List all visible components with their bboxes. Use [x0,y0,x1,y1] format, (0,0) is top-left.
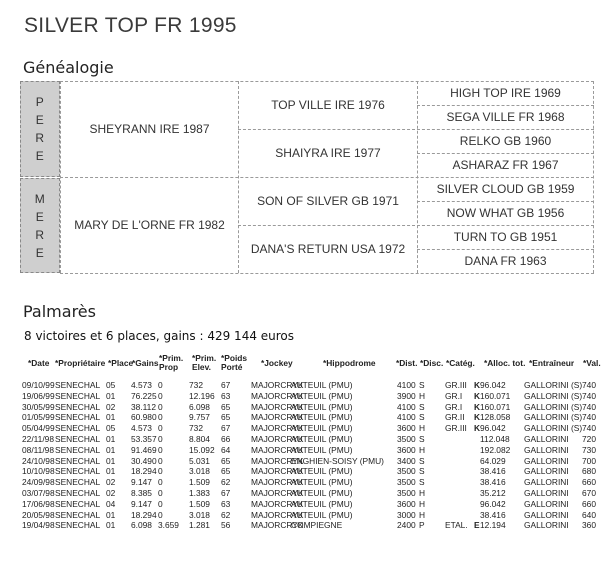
cell-trainer: GALLORINI [524,434,569,444]
cell-prim-elev: 6.098 [189,401,210,412]
cell-owner: SENECHAL [55,509,101,520]
cell-k: K [474,401,481,412]
cell-alloc: 160.071 [480,401,511,412]
cell-prim-elev: 1.509 [189,498,210,509]
cell-alloc: 96.042 [480,380,506,390]
cell-prim-prop: 0 [158,444,163,455]
table-row [18,510,614,520]
cell-prim-elev: 15.092 [189,444,215,455]
cell-date: 30/05/99 [22,401,55,412]
cell-gains: 30.490 [131,455,157,466]
cell-trainer: GALLORINI (S) [524,390,583,401]
table-row [18,499,614,509]
cell-place: 05 [106,380,116,390]
cell-place: 05 [106,423,116,434]
cell-k: K [474,390,481,401]
header-val: *Val. [583,358,601,368]
cell-prim-prop: 0 [158,390,163,401]
cell-val: 740 [582,401,596,412]
cell-owner: SENECHAL [55,412,101,423]
cell-categ: GR.II [445,412,465,423]
cell-jockey: MAJORCRYK [251,434,304,444]
cell-date: 19/04/98 [22,520,55,531]
cell-gains: 18.294 [131,509,157,520]
cell-disc: S [419,477,425,488]
cell-prim-prop: 0 [158,498,163,509]
cell-place: 01 [106,434,116,444]
cell-jockey: MAJORCRYK [251,520,304,531]
cell-jockey: MAJORCRYK [251,380,304,390]
table-row [18,520,614,530]
cell-place: 04 [106,498,116,509]
table-row [18,391,614,401]
cell-val: 740 [582,380,596,390]
cell-poids: 63 [221,390,231,401]
cell-val: 360 [582,520,596,531]
cell-hippo: AUTEUIL (PMU) [291,401,353,412]
cell-date: 24/09/98 [22,477,55,488]
cell-disc: H [419,444,426,455]
cell-prim-prop: 0 [158,466,163,477]
cell-disc: H [419,423,426,434]
pere-label [20,81,60,177]
header-alloc: *Alloc. tot. [484,358,526,368]
cell-dist: 4100 [397,380,416,390]
cell-disc: P [419,520,425,531]
cell-k: K [474,380,481,390]
cell-dist: 3500 [397,434,416,444]
header-prim-elev [192,354,216,372]
cell-dist: 3900 [397,390,416,401]
cell-hippo: AUTEUIL (PMU) [291,434,353,444]
header-prim-elev-2: Elev. [192,362,211,372]
cell-owner: SENECHAL [55,380,101,390]
header-hippodrome: *Hippodrome [323,358,376,368]
cell-categ: GR.III [445,380,467,390]
cell-owner: SENECHAL [55,444,101,455]
cell-place: 01 [106,412,116,423]
cell-gains: 4.573 [131,423,152,434]
table-row [18,445,614,455]
cell-gains: 8.385 [131,488,152,498]
cell-poids: 62 [221,477,231,488]
cell-date: 10/10/98 [22,466,55,477]
cell-trainer: GALLORINI (S) [524,412,583,423]
cell-prim-elev: 1.281 [189,520,210,531]
cell-gains: 53.357 [131,434,157,444]
cell-place: 01 [106,509,116,520]
cell-alloc: 192.082 [480,444,511,455]
cell-trainer: GALLORINI [524,444,569,455]
cell-jockey: MAJORCRYK [251,412,304,423]
cell-alloc: 160.071 [480,390,511,401]
cell-poids: 66 [221,434,231,444]
cell-date: 22/11/98 [22,434,54,444]
cell-jockey: MAJORCRYK [251,455,304,466]
header-categ: *Catég. [446,358,475,368]
cell-jockey: MAJORCRYK [251,466,304,477]
cell-alloc: 38.416 [480,509,506,520]
cell-owner: SENECHAL [55,455,101,466]
cell-place: 01 [106,466,116,477]
cell-gains: 38.112 [131,401,156,412]
cell-prim-elev: 1.509 [189,477,210,488]
sire-cell: SHEYRANN IRE 1987 [89,122,210,136]
cell-trainer: GALLORINI [524,455,569,466]
cell-disc: S [419,434,425,444]
table-row [18,423,614,433]
genealogy-heading: Généalogie [23,58,114,77]
cell-place: 02 [106,401,116,412]
cell-date: 05/04/99 [22,423,55,434]
cell-disc: H [419,509,426,520]
cell-val: 640 [582,509,596,520]
cell-val: 730 [582,444,596,455]
cell-date: 24/10/98 [22,455,55,466]
cell-prim-prop: 0 [158,401,163,412]
header-owner: *Propriétaire [55,358,106,368]
cell-gains: 76.225 [131,390,157,401]
cell-gains: 6.098 [131,520,152,531]
cell-owner: SENECHAL [55,498,101,509]
cell-trainer: GALLORINI (S) [524,423,583,434]
cell-k: E [474,520,480,531]
cell-jockey: MAJORCRYK [251,390,304,401]
cell-hippo: AUTEUIL (PMU) [291,390,353,401]
cell-owner: SENECHAL [55,423,101,434]
cell-poids: 63 [221,498,231,509]
cell-prim-prop: 0 [158,509,163,520]
table-row [18,477,614,487]
cell-poids: 65 [221,455,231,466]
dam-cell: MARY DE L'ORNE FR 1982 [74,218,225,232]
cell-val: 740 [582,423,596,434]
cell-hippo: AUTEUIL (PMU) [291,444,353,455]
mere-letter: R [35,227,45,242]
cell-prim-prop: 0 [158,455,163,466]
cell-date: 20/05/98 [22,509,55,520]
cell-jockey: MAJORCRYK [251,444,304,455]
cell-disc: H [419,488,426,498]
cell-alloc: 38.416 [480,466,506,477]
palmares-heading: Palmarès [23,302,96,321]
cell-alloc: 96.042 [480,423,506,434]
cell-prim-elev: 1.383 [189,488,210,498]
cell-alloc: 128.058 [480,412,511,423]
header-prim-prop-1: *Prim. [159,353,184,363]
cell-prim-elev: 3.018 [189,466,210,477]
cell-val: 660 [582,477,596,488]
page-title: SILVER TOP FR 1995 [24,14,237,37]
cell-val: 720 [582,434,596,444]
cell-date: 19/06/99 [22,390,55,401]
g3-cell: TURN TO GB 1951 [453,230,558,244]
table-row [18,380,614,390]
cell-gains: 9.147 [131,498,152,509]
cell-place: 02 [106,477,116,488]
cell-jockey: MAJORCRYK [251,509,304,520]
g3-cell: SILVER CLOUD GB 1959 [436,182,575,196]
header-trainer: *Entraîneur [529,358,575,368]
header-jockey: *Jockey [261,358,293,368]
pere-letter: E [35,113,45,127]
pere-letter: R [35,131,45,145]
cell-prim-elev: 12.196 [189,390,215,401]
cell-jockey: MAJORCRYK [251,423,304,434]
cell-place: 01 [106,444,116,455]
cell-disc: S [419,466,425,477]
cell-dist: 3600 [397,498,416,509]
cell-prim-elev: 732 [189,380,203,390]
cell-dist: 3400 [397,455,416,466]
cell-gains: 18.294 [131,466,157,477]
dam-sire-cell: SON OF SILVER GB 1971 [257,194,399,208]
cell-dist: 3500 [397,488,416,498]
sire-dam-cell: SHAIYRA IRE 1977 [275,146,381,160]
g3-cell: HIGH TOP IRE 1969 [450,86,561,100]
cell-alloc: 12.194 [480,520,506,531]
cell-gains: 91.469 [131,444,157,455]
header-poids-1: *Poids [221,353,248,363]
cell-dist: 4100 [397,412,416,423]
cell-poids: 64 [221,444,231,455]
cell-trainer: GALLORINI [524,466,569,477]
cell-hippo: AUTEUIL (PMU) [291,488,353,498]
cell-date: 09/10/99 [22,380,55,390]
header-poids [221,354,247,372]
cell-k: K [474,423,481,434]
cell-disc: S [419,380,425,390]
cell-dist: 3500 [397,466,416,477]
cell-poids: 65 [221,466,231,477]
cell-place: 01 [106,390,116,401]
cell-prim-elev: 8.804 [189,434,210,444]
cell-poids: 67 [221,380,231,390]
cell-jockey: MAJORCRYK [251,401,304,412]
table-row [18,466,614,476]
table-row [18,402,614,412]
mere-letter: M [34,191,46,206]
cell-prim-elev: 3.018 [189,509,210,520]
cell-poids: 56 [221,520,231,531]
cell-val: 740 [582,412,596,423]
cell-dist: 4100 [397,401,416,412]
cell-prim-elev: 9.757 [189,412,210,423]
cell-categ: ETAL. [445,520,468,531]
cell-disc: H [419,498,426,509]
cell-prim-elev: 5.031 [189,455,210,466]
cell-disc: H [419,390,426,401]
cell-dist: 3500 [397,477,416,488]
cell-alloc: 96.042 [480,498,506,509]
cell-hippo: AUTEUIL (PMU) [291,498,353,509]
cell-prim-prop: 0 [158,412,163,423]
cell-trainer: GALLORINI [524,477,569,488]
g3-cell: DANA FR 1963 [464,254,547,268]
cell-alloc: 38.416 [480,477,506,488]
g3-cell: ASHARAZ FR 1967 [452,158,559,172]
cell-val: 740 [582,390,596,401]
cell-val: 670 [582,488,596,498]
cell-hippo: AUTEUIL (PMU) [291,412,353,423]
cell-date: 03/07/98 [22,488,55,498]
mere-letter: E [35,209,45,224]
pere-letter: P [35,95,45,109]
cell-val: 700 [582,455,596,466]
header-poids-2: Porté [221,362,243,372]
cell-prim-prop: 3.659 [158,520,179,531]
cell-poids: 67 [221,423,231,434]
cell-disc: S [419,455,425,466]
cell-jockey: MAJORCRYK [251,498,304,509]
g3-cell: RELKO GB 1960 [459,134,552,148]
cell-prim-prop: 0 [158,423,163,434]
table-row [18,456,614,466]
header-date: *Date [28,358,50,368]
cell-dist: 3600 [397,444,416,455]
header-gains: *Gains [132,358,159,368]
header-prim-elev-1: *Prim. [192,353,217,363]
cell-owner: SENECHAL [55,390,101,401]
pedigree-table [20,81,594,273]
header-dist: *Dist. [396,358,418,368]
cell-alloc: 64.029 [480,455,506,466]
cell-jockey: MAJORCRYK [251,488,304,498]
mere-label [20,178,60,273]
cell-gains: 9.147 [131,477,152,488]
cell-owner: SENECHAL [55,401,101,412]
cell-place: 01 [106,520,116,531]
cell-poids: 67 [221,488,231,498]
cell-disc: S [419,412,425,423]
cell-trainer: GALLORINI [524,520,569,531]
cell-hippo: AUTEUIL (PMU) [291,477,353,488]
header-prim-prop-2: Prop [159,362,179,372]
cell-hippo: ENGHIEN-SOISY (PMU) [291,455,384,466]
cell-owner: SENECHAL [55,466,101,477]
cell-categ: GR.I [445,401,463,412]
table-row [18,412,614,422]
header-prim-prop [159,354,183,372]
cell-place: 02 [106,488,116,498]
cell-owner: SENECHAL [55,477,101,488]
cell-dist: 3000 [397,509,416,520]
cell-prim-prop: 0 [158,434,163,444]
header-disc: *Disc. [420,358,444,368]
cell-prim-elev: 732 [189,423,203,434]
cell-owner: SENECHAL [55,520,101,531]
cell-hippo: COMPIEGNE [291,520,343,531]
cell-val: 660 [582,498,596,509]
table-row [18,434,614,444]
cell-trainer: GALLORINI [524,509,569,520]
cell-trainer: GALLORINI [524,498,569,509]
cell-hippo: AUTEUIL (PMU) [291,380,353,390]
cell-poids: 65 [221,412,231,423]
cell-prim-prop: 0 [158,380,163,390]
cell-alloc: 35.212 [480,488,506,498]
cell-k: K [474,412,481,423]
g3-cell: SEGA VILLE FR 1968 [446,110,565,124]
cell-poids: 62 [221,509,231,520]
cell-prim-prop: 0 [158,477,163,488]
cell-trainer: GALLORINI [524,488,569,498]
cell-dist: 3600 [397,423,416,434]
table-row [18,488,614,498]
cell-categ: GR.III [445,423,467,434]
cell-disc: S [419,401,425,412]
cell-dist: 2400 [397,520,416,531]
cell-gains: 4.573 [131,380,152,390]
cell-jockey: MAJORCRYK [251,477,304,488]
cell-trainer: GALLORINI (S) [524,380,583,390]
cell-date: 17/06/98 [22,498,55,509]
cell-prim-prop: 0 [158,488,163,498]
cell-date: 01/05/99 [22,412,55,423]
header-place: *Place [108,358,134,368]
sire-sire-cell: TOP VILLE IRE 1976 [271,98,385,112]
g3-cell: NOW WHAT GB 1956 [446,206,565,220]
dam-dam-cell: DANA'S RETURN USA 1972 [250,242,406,256]
palmares-summary: 8 victoires et 6 places, gains : 429 144 euros [24,329,295,343]
cell-hippo: AUTEUIL (PMU) [291,466,353,477]
cell-poids: 65 [221,401,231,412]
cell-alloc: 112.048 [480,434,510,444]
cell-place: 01 [106,455,116,466]
cell-categ: GR.I [445,390,463,401]
cell-gains: 60.980 [131,412,157,423]
pere-letter: E [35,149,45,163]
cell-owner: SENECHAL [55,488,101,498]
cell-trainer: GALLORINI (S) [524,401,583,412]
cell-hippo: AUTEUIL (PMU) [291,509,353,520]
mere-letter: E [35,245,45,260]
cell-date: 08/11/98 [22,444,54,455]
cell-owner: SENECHAL [55,434,101,444]
cell-val: 680 [582,466,596,477]
cell-hippo: AUTEUIL (PMU) [291,423,353,434]
